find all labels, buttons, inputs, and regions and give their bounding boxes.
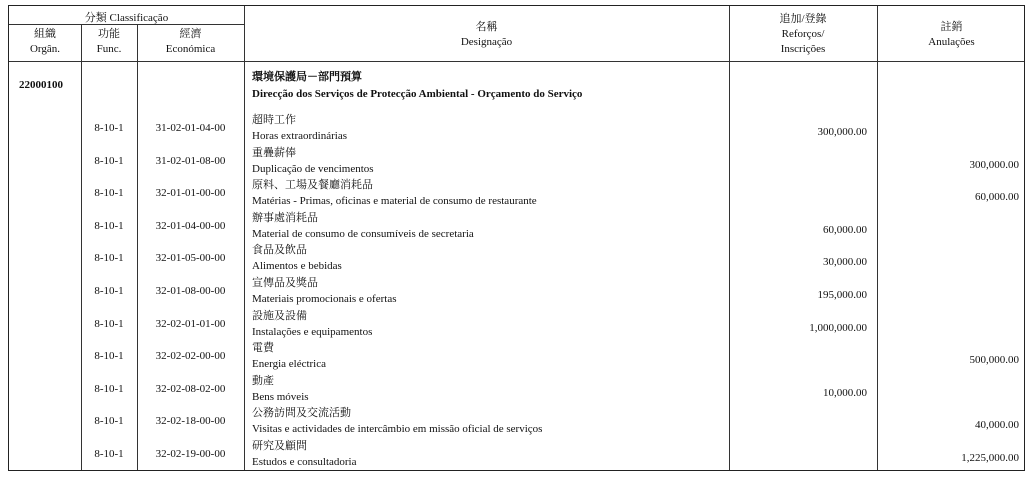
reinforcement-amount: 195,000.00 — [817, 289, 867, 301]
designation-zh: 超時工作 — [252, 114, 296, 126]
cancellation-amount: 1,225,000.00 — [961, 452, 1019, 464]
table-row — [9, 177, 1026, 209]
table-row — [9, 275, 1026, 307]
econ-code: 32-02-01-01-00 — [155, 317, 226, 330]
designation-zh: 宣傳品及獎品 — [252, 277, 318, 289]
func-code: 8-10-1 — [94, 382, 124, 395]
designation-pt: Material de consumo de consumíveis de secretaria — [252, 227, 474, 240]
cancellation-amount: 300,000.00 — [969, 158, 1019, 171]
designation-pt: Visitas e actividades de intercâmbio em missão oficial de serviços — [252, 423, 543, 436]
designation-zh: 食品及飲品 — [252, 244, 307, 257]
designation-zh: 動產 — [252, 374, 274, 387]
econ-code: 32-02-02-00-00 — [155, 350, 226, 363]
designation — [252, 275, 396, 307]
designation-pt: Bens móveis — [252, 390, 309, 403]
designation — [252, 405, 542, 437]
table-row — [9, 308, 1026, 340]
reinforcements-header: 追加/登錄 Reforços/ Inscrições — [779, 13, 827, 55]
designation — [252, 242, 342, 274]
table-row — [9, 405, 1026, 437]
econ-code: 32-01-01-00-00 — [155, 187, 226, 200]
designation-zh: 公務訪問及交流活動 — [252, 407, 351, 420]
econ-code: 32-02-18-00-00 — [155, 415, 226, 428]
func-code: 8-10-1 — [94, 350, 124, 363]
designation — [252, 373, 309, 405]
econ-code: 32-02-19-00-00 — [155, 448, 226, 460]
func-code: 8-10-1 — [94, 285, 124, 297]
classification-header: 分類 Classificação — [84, 12, 169, 24]
section-title: 環境保護局－部門預算 Direcção dos Serviços de Protecção Ambiental - Orçamento do Serviço — [252, 71, 583, 100]
reinforcement-amount: 300,000.00 — [817, 126, 867, 138]
econ-code: 31-02-01-08-00 — [155, 154, 226, 167]
table-row — [9, 112, 1026, 144]
designation-header: 名稱 Designação — [460, 21, 513, 48]
table-row — [9, 340, 1026, 372]
econ-code: 31-02-01-04-00 — [155, 122, 226, 134]
func-code: 8-10-1 — [94, 448, 124, 460]
designation — [252, 308, 372, 340]
designation-zh: 研究及顧問 — [252, 440, 307, 452]
designation-pt: Matérias - Primas, oficinas e material de consumo de restaurante — [252, 195, 537, 208]
reinforcement-amount: 60,000.00 — [823, 223, 867, 236]
econ-code: 32-01-04-00-00 — [155, 219, 226, 232]
econ-code: 32-01-05-00-00 — [155, 252, 226, 265]
header-divider — [9, 61, 1024, 62]
designation-pt: Alimentos e bebidas — [252, 260, 342, 273]
func-code: 8-10-1 — [94, 317, 124, 330]
cancellation-amount: 40,000.00 — [975, 419, 1019, 432]
designation — [252, 145, 374, 177]
designation-pt: Estudos e consultadoria — [252, 456, 357, 468]
designation-zh: 電費 — [252, 342, 274, 355]
designation-pt: Instalações e equipamentos — [252, 325, 373, 338]
table-row — [9, 438, 1026, 470]
designation — [252, 210, 474, 242]
designation-pt: Energia eléctrica — [252, 358, 326, 371]
designation-zh: 辦事處消耗品 — [252, 211, 318, 224]
organ-header: 組織 Orgân. — [29, 28, 61, 55]
cancellation-amount: 60,000.00 — [975, 191, 1019, 204]
designation-pt: Duplicação de vencimentos — [252, 162, 374, 175]
budget-table — [8, 5, 1025, 471]
cancellations-header: 註銷 Anulações — [928, 21, 975, 48]
table-row — [9, 373, 1026, 405]
designation-pt: Materiais promocionais e ofertas — [252, 293, 397, 305]
reinforcement-amount: 10,000.00 — [823, 386, 867, 399]
designation-pt: Horas extraordinárias — [252, 130, 347, 142]
designation — [252, 177, 537, 209]
func-code: 8-10-1 — [94, 187, 124, 200]
designation — [252, 340, 326, 372]
econ-code: 32-02-08-02-00 — [155, 382, 226, 395]
func-header: 功能 Func. — [96, 28, 122, 55]
econ-code: 32-01-08-00-00 — [155, 285, 226, 297]
reinforcement-amount: 1,000,000.00 — [809, 321, 867, 334]
designation — [252, 112, 347, 144]
designation-zh: 原料、工場及餐廳消耗品 — [252, 179, 373, 192]
designation — [252, 438, 356, 470]
func-code: 8-10-1 — [94, 154, 124, 167]
table-row — [9, 210, 1026, 242]
table-row — [9, 242, 1026, 274]
func-code: 8-10-1 — [94, 415, 124, 428]
econ-header: 經濟 Económica — [165, 28, 216, 55]
designation-zh: 重疊薪俸 — [252, 146, 296, 159]
reinforcement-amount: 30,000.00 — [823, 256, 867, 269]
table-row — [9, 145, 1026, 177]
func-code: 8-10-1 — [94, 219, 124, 232]
func-code: 8-10-1 — [94, 252, 124, 265]
organ-code: 22000100 — [19, 79, 63, 91]
cancellation-amount: 500,000.00 — [969, 354, 1019, 367]
func-code: 8-10-1 — [94, 122, 124, 134]
designation-zh: 設施及設備 — [252, 309, 307, 322]
